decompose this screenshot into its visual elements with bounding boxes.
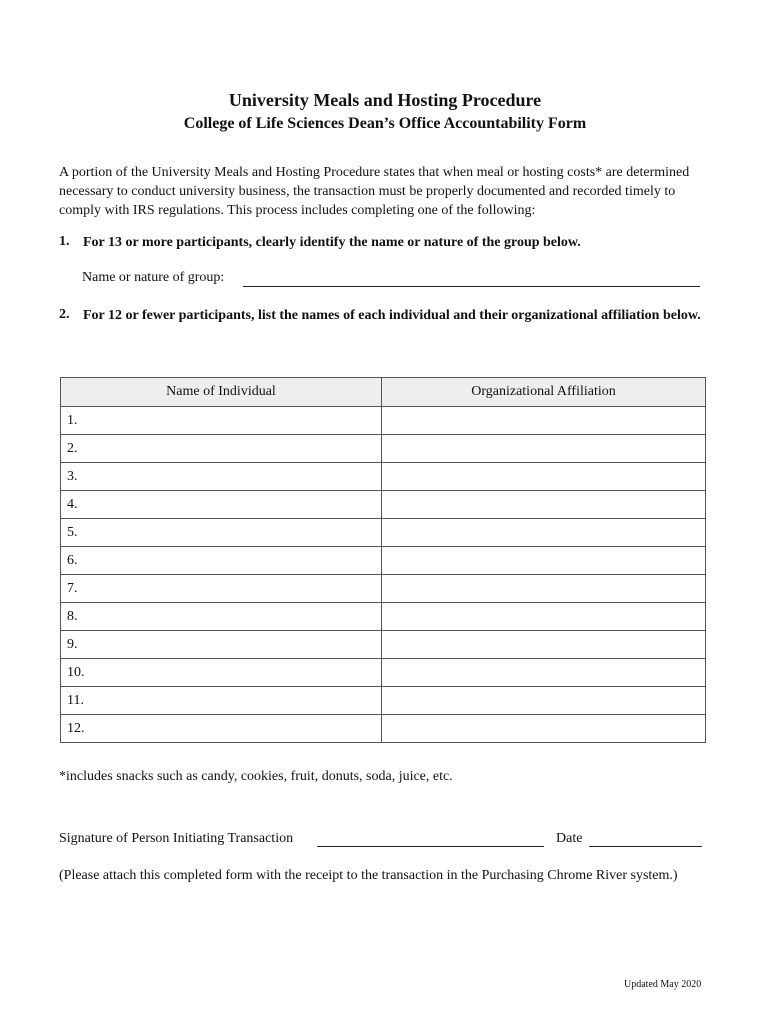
name-cell[interactable]: 11. xyxy=(61,687,382,715)
name-cell[interactable]: 12. xyxy=(61,715,382,743)
table-row xyxy=(61,687,706,715)
affiliation-cell[interactable] xyxy=(382,519,706,547)
item-text: For 12 or fewer participants, list the names of each individual and their organizational affiliation below. xyxy=(83,308,701,323)
affiliation-cell[interactable] xyxy=(382,463,706,491)
table-row xyxy=(61,491,706,519)
table-row xyxy=(61,603,706,631)
attach-note: (Please attach this completed form with the receipt to the transaction in the Purchasing Chrome River system.) xyxy=(59,868,678,883)
table-row xyxy=(61,463,706,491)
affiliation-cell[interactable] xyxy=(382,659,706,687)
table-header-row xyxy=(61,378,706,407)
table-row xyxy=(61,547,706,575)
group-name-label: Name or nature of group: xyxy=(82,270,225,285)
intro-paragraph: A portion of the University Meals and Hosting Procedure states that when meal or hosting costs* are determined necessary to conduct university business, the transaction must be properly documented and recorded timely to comply with IRS regulations. This process includes completing one of the following: xyxy=(59,165,690,218)
group-name-field[interactable] xyxy=(243,286,700,287)
table-row xyxy=(61,407,706,435)
footnote: *includes snacks such as candy, cookies, fruit, donuts, soda, juice, etc. xyxy=(59,769,453,784)
table-row xyxy=(61,575,706,603)
affiliation-cell[interactable] xyxy=(382,407,706,435)
signature-label: Signature of Person Initiating Transaction xyxy=(59,831,294,846)
name-cell[interactable]: 7. xyxy=(61,575,382,603)
participants-table xyxy=(60,377,706,743)
table-row xyxy=(61,435,706,463)
date-label: Date xyxy=(556,831,583,846)
affiliation-column-header: Organizational Affiliation xyxy=(382,378,706,407)
form-subtitle: College of Life Sciences Dean’s Office Accountability Form xyxy=(183,115,587,132)
affiliation-cell[interactable] xyxy=(382,631,706,659)
name-cell[interactable]: 1. xyxy=(61,407,382,435)
name-cell[interactable]: 5. xyxy=(61,519,382,547)
name-cell[interactable]: 3. xyxy=(61,463,382,491)
name-cell[interactable]: 4. xyxy=(61,491,382,519)
affiliation-cell[interactable] xyxy=(382,491,706,519)
name-cell[interactable]: 10. xyxy=(61,659,382,687)
affiliation-cell[interactable] xyxy=(382,435,706,463)
affiliation-cell[interactable] xyxy=(382,603,706,631)
name-cell[interactable]: 6. xyxy=(61,547,382,575)
table-row xyxy=(61,519,706,547)
affiliation-cell[interactable] xyxy=(382,715,706,743)
item-number: 1. xyxy=(59,234,70,249)
table-row xyxy=(61,715,706,743)
item-number: 2. xyxy=(59,307,70,322)
instruction-item-2 xyxy=(59,307,719,325)
form-title: University Meals and Hosting Procedure xyxy=(228,90,542,110)
name-cell[interactable]: 9. xyxy=(61,631,382,659)
table-row xyxy=(61,659,706,687)
affiliation-cell[interactable] xyxy=(382,687,706,715)
affiliation-cell[interactable] xyxy=(382,575,706,603)
signature-field[interactable] xyxy=(317,846,544,847)
name-column-header: Name of Individual xyxy=(61,378,382,407)
name-cell[interactable]: 2. xyxy=(61,435,382,463)
name-cell[interactable]: 8. xyxy=(61,603,382,631)
updated-note: Updated May 2020 xyxy=(624,979,702,990)
affiliation-cell[interactable] xyxy=(382,547,706,575)
instruction-item-1 xyxy=(59,234,719,252)
date-field[interactable] xyxy=(589,846,702,847)
table-row xyxy=(61,631,706,659)
item-text: For 13 or more participants, clearly identify the name or nature of the group below. xyxy=(83,235,581,250)
